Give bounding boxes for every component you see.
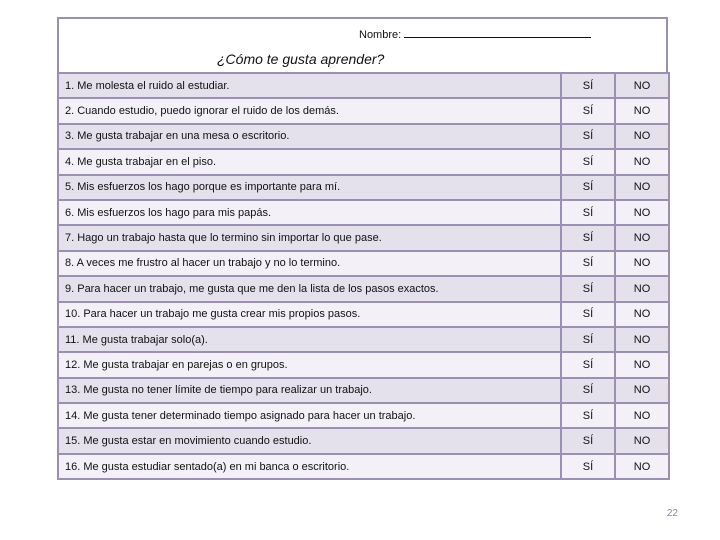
worksheet-header [57, 17, 668, 72]
survey-row [58, 276, 669, 301]
survey-row [58, 98, 669, 123]
question-text: 4. Me gusta trabajar en el piso. [58, 149, 561, 174]
no-option[interactable]: NO [615, 73, 669, 98]
survey-row [58, 251, 669, 276]
question-text: 2. Cuando estudio, puedo ignorar el ruido de los demás. [58, 98, 561, 123]
yes-option[interactable]: SÍ [561, 352, 615, 377]
yes-option[interactable]: SÍ [561, 225, 615, 250]
question-text: 7. Hago un trabajo hasta que lo termino sin importar lo que pase. [58, 225, 561, 250]
yes-option[interactable]: SÍ [561, 73, 615, 98]
yes-option[interactable]: SÍ [561, 175, 615, 200]
question-text: 1. Me molesta el ruido al estudiar. [58, 73, 561, 98]
survey-row [58, 454, 669, 479]
question-text: 5. Mis esfuerzos los hago porque es importante para mí. [58, 175, 561, 200]
question-text: 14. Me gusta tener determinado tiempo asignado para hacer un trabajo. [58, 403, 561, 428]
question-text: 11. Me gusta trabajar solo(a). [58, 327, 561, 352]
yes-option[interactable]: SÍ [561, 403, 615, 428]
name-label: Nombre: [359, 29, 402, 41]
no-option[interactable]: NO [615, 302, 669, 327]
survey-row [58, 403, 669, 428]
survey-row [58, 352, 669, 377]
question-text: 3. Me gusta trabajar en una mesa o escritorio. [58, 124, 561, 149]
question-text: 6. Mis esfuerzos los hago para mis papás. [58, 200, 561, 225]
survey-row [58, 428, 669, 453]
no-option[interactable]: NO [615, 124, 669, 149]
question-text: 13. Me gusta no tener límite de tiempo para realizar un trabajo. [58, 378, 561, 403]
question-text: 10. Para hacer un trabajo me gusta crear mis propios pasos. [58, 302, 561, 327]
no-option[interactable]: NO [615, 98, 669, 123]
survey-row [58, 149, 669, 174]
survey-table [57, 72, 670, 480]
no-option[interactable]: NO [615, 327, 669, 352]
yes-option[interactable]: SÍ [561, 454, 615, 479]
survey-row [58, 327, 669, 352]
yes-option[interactable]: SÍ [561, 276, 615, 301]
yes-option[interactable]: SÍ [561, 378, 615, 403]
no-option[interactable]: NO [615, 454, 669, 479]
no-option[interactable]: NO [615, 378, 669, 403]
question-text: 8. A veces me frustro al hacer un trabajo y no lo termino. [58, 251, 561, 276]
no-option[interactable]: NO [615, 403, 669, 428]
question-text: 9. Para hacer un trabajo, me gusta que me den la lista de los pasos exactos. [58, 276, 561, 301]
yes-option[interactable]: SÍ [561, 327, 615, 352]
yes-option[interactable]: SÍ [561, 98, 615, 123]
yes-option[interactable]: SÍ [561, 302, 615, 327]
no-option[interactable]: NO [615, 428, 669, 453]
page-number: 22 [666, 508, 678, 519]
yes-option[interactable]: SÍ [561, 428, 615, 453]
no-option[interactable]: NO [615, 200, 669, 225]
survey-row [58, 378, 669, 403]
yes-option[interactable]: SÍ [561, 124, 615, 149]
no-option[interactable]: NO [615, 251, 669, 276]
no-option[interactable]: NO [615, 149, 669, 174]
question-text: 15. Me gusta estar en movimiento cuando estudio. [58, 428, 561, 453]
survey-row [58, 175, 669, 200]
yes-option[interactable]: SÍ [561, 149, 615, 174]
yes-option[interactable]: SÍ [561, 200, 615, 225]
no-option[interactable]: NO [615, 225, 669, 250]
question-text: 16. Me gusta estudiar sentado(a) en mi banca o escritorio. [58, 454, 561, 479]
survey-row [58, 124, 669, 149]
no-option[interactable]: NO [615, 175, 669, 200]
name-field[interactable] [359, 27, 591, 41]
survey-row [58, 302, 669, 327]
no-option[interactable]: NO [615, 276, 669, 301]
survey-row [58, 73, 669, 98]
yes-option[interactable]: SÍ [561, 251, 615, 276]
survey-row [58, 200, 669, 225]
page-title: ¿Cómo te gusta aprender? [217, 51, 385, 67]
no-option[interactable]: NO [615, 352, 669, 377]
name-blank-line[interactable] [404, 27, 591, 38]
survey-row [58, 225, 669, 250]
question-text: 12. Me gusta trabajar en parejas o en grupos. [58, 352, 561, 377]
